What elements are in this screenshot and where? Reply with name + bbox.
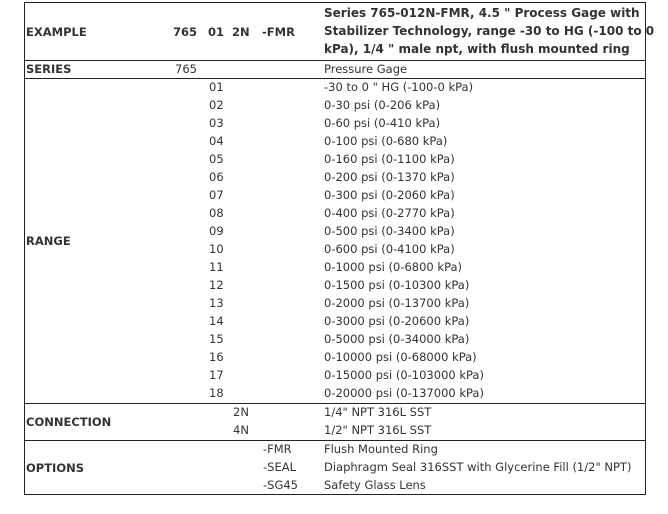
example-label: EXAMPLE (26, 25, 87, 39)
table-row-code: 15 (209, 332, 224, 346)
table-row-description: 0-3000 psi (0-20600 kPa) (324, 314, 470, 328)
table-row-description: -30 to 0 " HG (-100-0 kPa) (324, 80, 474, 94)
table-row-code: 17 (209, 368, 224, 382)
table-row-code: 01 (209, 80, 224, 94)
table-row-code: 09 (209, 224, 224, 238)
table-row-description: 0-400 psi (0-2770 kPa) (324, 206, 455, 220)
table-row-description: Safety Glass Lens (324, 478, 426, 492)
example-description-line: kPa), 1/4 " male npt, with flush mounted ring (324, 42, 630, 56)
table-row-description: 0-500 psi (0-3400 kPa) (324, 224, 455, 238)
example-option-code: -FMR (262, 25, 295, 39)
table-row-description: Flush Mounted Ring (324, 442, 438, 456)
table-row-code: 11 (209, 260, 224, 274)
example-range-code: 01 (208, 25, 225, 39)
table-row-description: 0-1500 psi (0-10300 kPa) (324, 278, 470, 292)
table-row-code: 2N (233, 405, 249, 419)
table-row-code: -SG45 (263, 478, 298, 492)
table-row-code: 03 (209, 116, 224, 130)
table-row-description: 1/4" NPT 316L SST (324, 405, 432, 419)
table-row-description: 0-2000 psi (0-13700 kPa) (324, 296, 470, 310)
range-label: RANGE (26, 234, 71, 248)
table-row-code: 12 (209, 278, 224, 292)
table-row-description: 0-1000 psi (0-6800 kPa) (324, 260, 463, 274)
table-row-description: 0-100 psi (0-680 kPa) (324, 134, 448, 148)
table-row-description: 0-15000 psi (0-103000 kPa) (324, 368, 484, 382)
table-row-code: -FMR (263, 442, 292, 456)
table-row-code: 4N (233, 423, 249, 437)
table-row-code: 04 (209, 134, 224, 148)
table-row-description: 0-600 psi (0-4100 kPa) (324, 242, 455, 256)
table-row-code: 13 (209, 296, 224, 310)
table-row-description: 0-160 psi (0-1100 kPa) (324, 152, 455, 166)
table-row-description: 0-5000 psi (0-34000 kPa) (324, 332, 470, 346)
table-row-description: 0-200 psi (0-1370 kPa) (324, 170, 455, 184)
table-row-code: 02 (209, 98, 224, 112)
series-label: SERIES (26, 62, 72, 76)
table-row-code: 16 (209, 350, 224, 364)
table-row-code: 07 (209, 188, 224, 202)
example-connection-code: 2N (232, 25, 250, 39)
example-description-line: Stabilizer Technology, range -30 to HG (-100 to 0 (324, 24, 655, 38)
table-row-description: 0-20000 psi (0-137000 kPa) (324, 386, 484, 400)
table-row-code: 18 (209, 386, 224, 400)
options-label: OPTIONS (26, 461, 85, 475)
series-description: Pressure Gage (324, 62, 408, 76)
table-row-code: 05 (209, 152, 224, 166)
example-description-line: Series 765-012N-FMR, 4.5 " Process Gage with (324, 6, 640, 20)
connection-label: CONNECTION (26, 415, 112, 429)
table-row-description: Diaphragm Seal 316SST with Glycerine Fill (1/2" NPT) (324, 460, 632, 474)
table-row-code: 10 (209, 242, 224, 256)
table-row-description: 0-30 psi (0-206 kPa) (324, 98, 441, 112)
table-row-code: 14 (209, 314, 224, 328)
table-row-description: 0-300 psi (0-2060 kPa) (324, 188, 455, 202)
table-row-description: 0-10000 psi (0-68000 kPa) (324, 350, 477, 364)
table-row-description: 0-60 psi (0-410 kPa) (324, 116, 441, 130)
table-row-description: 1/2" NPT 316L SST (324, 423, 432, 437)
table-row-code: 08 (209, 206, 224, 220)
example-series-code: 765 (173, 25, 198, 39)
series-code: 765 (175, 62, 197, 76)
example-description (324, 4, 655, 58)
table-row-code: 06 (209, 170, 224, 184)
table-row-code: -SEAL (263, 460, 296, 474)
